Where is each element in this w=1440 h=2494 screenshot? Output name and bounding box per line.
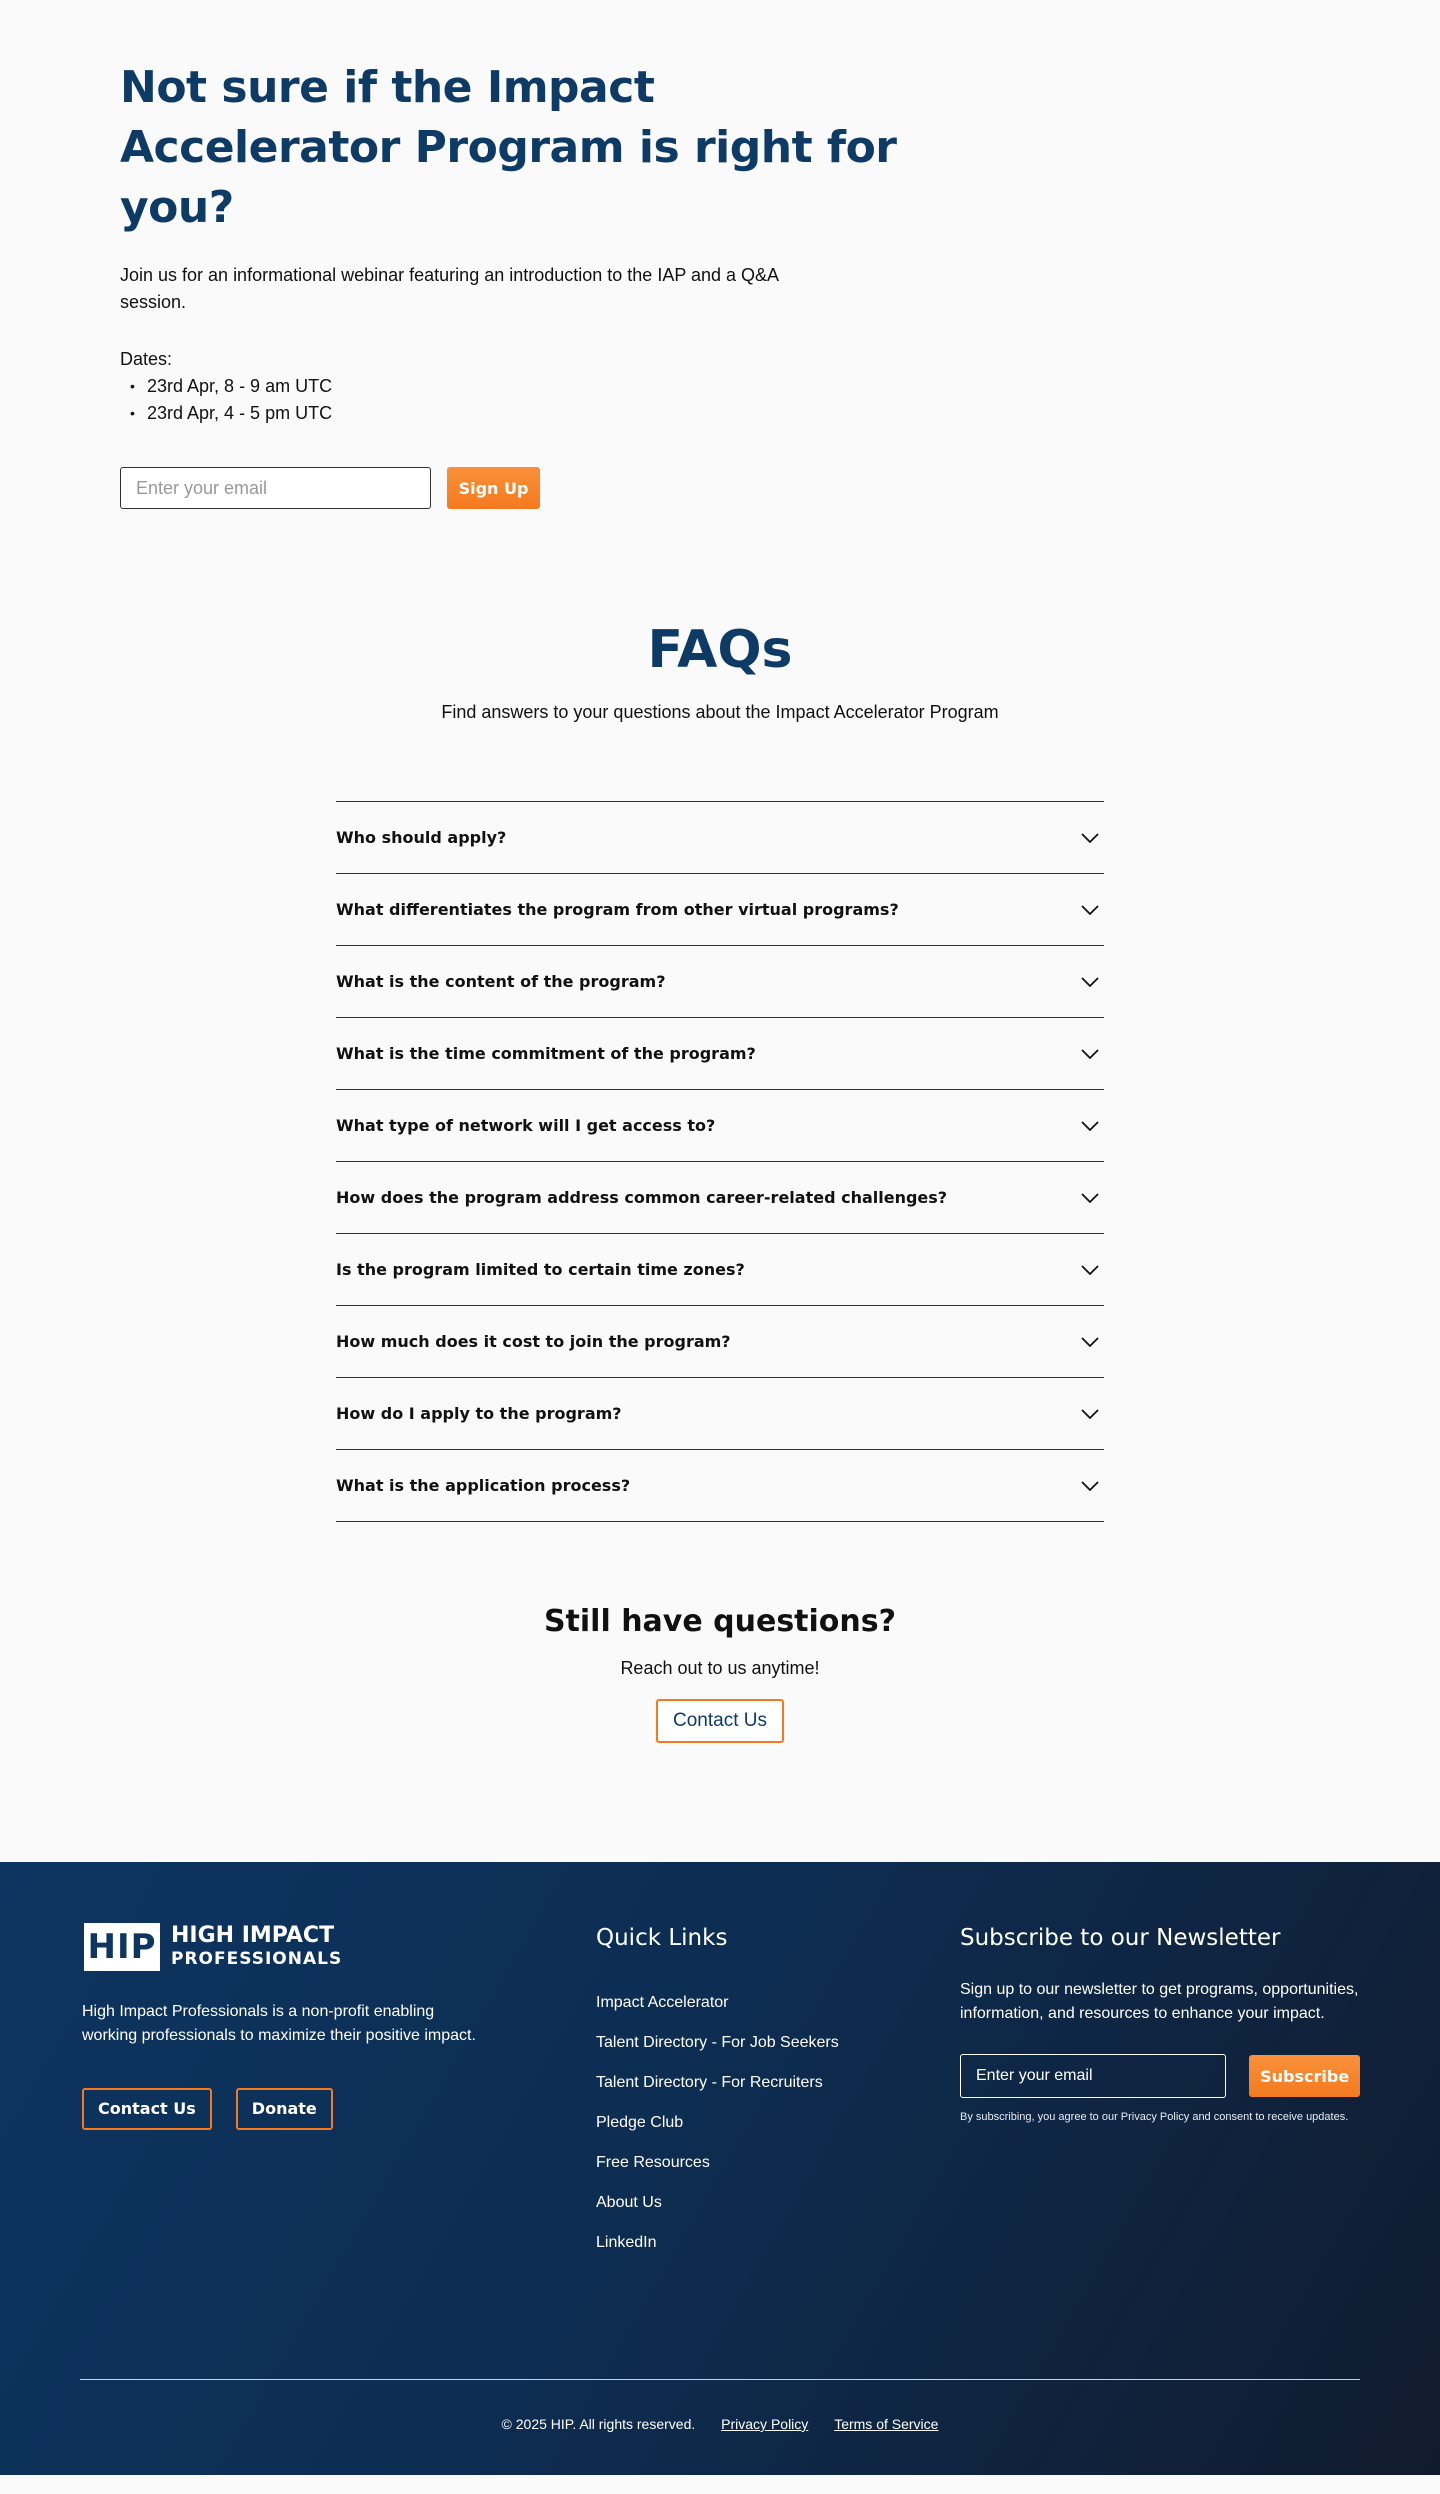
quick-link[interactable]: Pledge Club — [596, 2114, 684, 2131]
footer-contact-us-button[interactable]: Contact Us — [82, 2088, 212, 2130]
quick-links-list — [596, 1983, 839, 2263]
faq-item[interactable] — [336, 1234, 1104, 1306]
date-item: • 23rd Apr, 8 - 9 am UTC — [130, 373, 1440, 400]
webinar-signup-form — [120, 467, 1440, 509]
dates-list — [130, 373, 1440, 427]
dates-label: Dates: — [120, 349, 173, 369]
hip-logo[interactable] — [84, 1923, 342, 1971]
faq-item[interactable] — [336, 874, 1104, 946]
faq-item[interactable] — [336, 1378, 1104, 1450]
newsletter-description: Sign up to our newsletter to get programs, opportunities, information, and resources to enhance your impact. — [960, 1981, 1359, 2022]
contact-us-button[interactable]: Contact Us — [656, 1699, 784, 1743]
quick-link[interactable]: Talent Directory - For Job Seekers — [596, 2034, 839, 2051]
chevron-down-icon[interactable] — [1080, 828, 1100, 848]
logo-line-1: HIGH IMPACT — [171, 1923, 335, 1948]
chevron-down-icon[interactable] — [1080, 1332, 1100, 1352]
chevron-down-icon[interactable] — [1080, 1044, 1100, 1064]
faq-question: How do I apply to the program? — [336, 1404, 622, 1423]
quick-links-title: Quick Links — [596, 1925, 728, 1951]
donate-button[interactable]: Donate — [236, 2088, 333, 2130]
faq-question: What differentiates the program from other virtual programs? — [336, 900, 899, 919]
quick-link[interactable]: Free Resources — [596, 2154, 710, 2171]
quick-links — [596, 1923, 839, 2263]
footer-description: High Impact Professionals is a non-profit enabling working professionals to maximize their positive impact. — [82, 2003, 476, 2044]
webinar-email-input[interactable] — [120, 467, 431, 509]
terms-of-service-link[interactable]: Terms of Service — [834, 2416, 939, 2432]
newsletter — [960, 1923, 1360, 2123]
faq-item[interactable] — [336, 1450, 1104, 1522]
footer-buttons — [82, 2088, 357, 2130]
newsletter-title: Subscribe to our Newsletter — [960, 1925, 1281, 1951]
copyright: © 2025 HIP. All rights reserved. — [501, 2416, 696, 2432]
webinar-intro: Join us for an informational webinar featuring an introduction to the IAP and a Q&A session. — [120, 265, 779, 312]
logo-line-2: PROFESSIONALS — [171, 1949, 343, 1969]
faq-question: How does the program address common career-related challenges? — [336, 1188, 948, 1207]
footer-divider — [80, 2379, 1360, 2380]
still-questions-text: Reach out to us anytime! — [620, 1658, 820, 1678]
newsletter-note: By subscribing, you agree to our Privacy Policy and consent to receive updates. — [960, 2111, 1349, 2123]
faq-item[interactable] — [336, 946, 1104, 1018]
faq-section — [0, 540, 1440, 1743]
chevron-down-icon[interactable] — [1080, 1476, 1100, 1496]
faq-question: How much does it cost to join the program? — [336, 1332, 731, 1351]
faq-item[interactable] — [336, 1162, 1104, 1234]
chevron-down-icon[interactable] — [1080, 972, 1100, 992]
webinar-title: Not sure if the Impact Accelerator Program is right for you? — [120, 62, 897, 233]
quick-link[interactable]: About Us — [596, 2194, 662, 2211]
quick-link[interactable]: Impact Accelerator — [596, 1994, 729, 2011]
faq-question: Is the program limited to certain time zones? — [336, 1260, 745, 1279]
faq-question: What type of network will I get access to? — [336, 1116, 716, 1135]
subscribe-button[interactable]: Subscribe — [1249, 2055, 1360, 2097]
sign-up-button[interactable]: Sign Up — [447, 467, 540, 509]
faq-question: What is the application process? — [336, 1476, 631, 1495]
date-item: • 23rd Apr, 4 - 5 pm UTC — [130, 400, 1440, 427]
faq-item[interactable] — [336, 802, 1104, 874]
faq-subtitle: Find answers to your questions about the Impact Accelerator Program — [441, 702, 999, 722]
quick-link[interactable]: LinkedIn — [596, 2234, 657, 2251]
chevron-down-icon[interactable] — [1080, 900, 1100, 920]
faq-question: Who should apply? — [336, 828, 507, 847]
still-questions-title: Still have questions? — [543, 1604, 897, 1639]
privacy-policy-link[interactable]: Privacy Policy — [721, 2416, 809, 2432]
webinar-section — [0, 0, 1440, 540]
newsletter-email-input[interactable] — [960, 2054, 1226, 2098]
chevron-down-icon[interactable] — [1080, 1260, 1100, 1280]
chevron-down-icon[interactable] — [1080, 1116, 1100, 1136]
faq-list — [336, 801, 1104, 1522]
faq-question: What is the time commitment of the program? — [336, 1044, 756, 1063]
chevron-down-icon[interactable] — [1080, 1404, 1100, 1424]
faq-title: FAQs — [647, 620, 793, 680]
quick-link[interactable]: Talent Directory - For Recruiters — [596, 2074, 823, 2091]
logo-mark: HIP — [84, 1923, 160, 1971]
faq-item[interactable] — [336, 1018, 1104, 1090]
still-questions — [0, 1522, 1440, 1743]
chevron-down-icon[interactable] — [1080, 1188, 1100, 1208]
newsletter-form — [960, 2054, 1360, 2098]
logo-wordmark — [171, 1924, 342, 1970]
faq-item[interactable] — [336, 1090, 1104, 1162]
site-footer — [0, 1862, 1440, 2475]
faq-item[interactable] — [336, 1306, 1104, 1378]
footer-bottom-bar — [0, 2416, 1440, 2432]
faq-question: What is the content of the program? — [336, 972, 666, 991]
